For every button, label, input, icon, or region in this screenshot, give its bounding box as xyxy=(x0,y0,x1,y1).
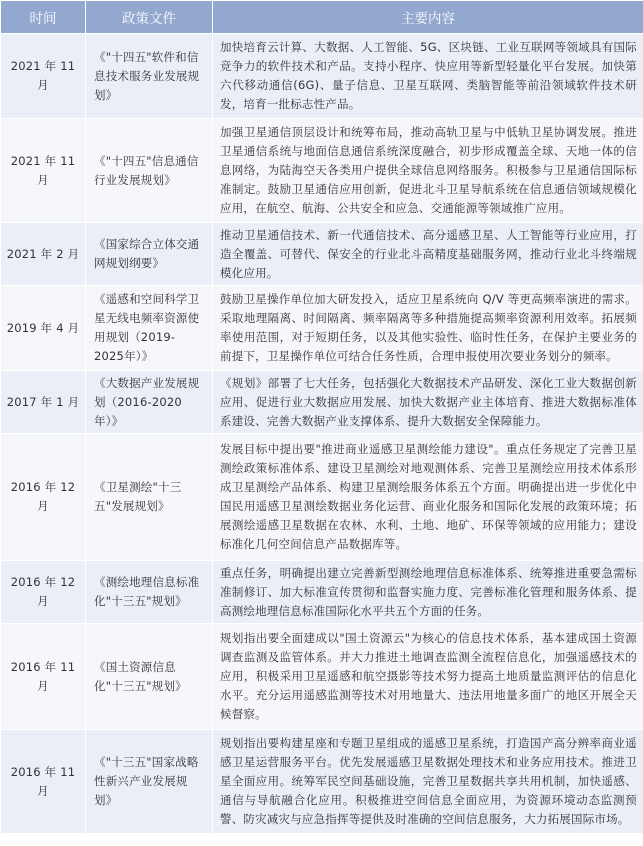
row-content: 《规划》部署了七大任务，包括强化大数据技术产品研发、深化工业大数据创新应用、促进行业大数据应用发展、加快大数据产业主体培育、推进大数据标准体系建设、完善大数据产业支撑体系、提升大数据安全保障能力。 xyxy=(213,371,643,434)
row-content: 发展目标中提出要"推进商业遥感卫星测绘能力建设"。重点任务规定了完善卫星测绘政策标准体系、建设卫星测绘对地观测体系、完善卫星测绘应用技术体系形成卫星测绘产品体系、构建卫星测绘服务体系五个方面。明确提出进一步优化中国民用遥感卫星测绘数据业务化运营、商业化服务和国际化发展的政策环境；拓展测绘遥感卫星数据在农林、水利、土地、地矿、环保等领域的应用能力；建设标准化几何空间信息产品数据库等。 xyxy=(213,434,643,561)
header-content: 主要内容 xyxy=(213,1,643,34)
row-time: 2019 年 4 月 xyxy=(1,286,86,371)
row-policy: 《卫星测绘"十三五"发展规划》 xyxy=(86,434,213,561)
table-row xyxy=(1,34,643,119)
table-row xyxy=(1,624,643,730)
row-policy: 《国土资源信息化"十三五"规划》 xyxy=(86,624,213,730)
row-time: 2016 年 11 月 xyxy=(1,624,86,730)
row-content: 重点任务，明确提出建立完善新型测绘地理信息标准体系、统筹推进重要急需标准制修订、加大标准宣传贯彻和监督实施力度、完善标准化管理和服务体系、提高测绘地理信息标准国际化水平共五个方面的任务。 xyxy=(213,561,643,624)
table-row xyxy=(1,119,643,223)
row-time: 2021 年 11 月 xyxy=(1,119,86,223)
row-policy: 《遥感和空间科学卫星无线电频率资源使用规划（2019-2025年）》 xyxy=(86,286,213,371)
header-policy: 政策文件 xyxy=(86,1,213,34)
row-content: 鼓励卫星操作单位加大研发投入，适应卫星系统向 Q/V 等更高频率演进的需求。采取地理隔离、时间隔离、频率隔离等多种措施提高频率资源利用效率。拓展频率使用范围，对于短期任务，以及其他实验性、临时性任务，在保护主要业务的前提下，卫星操作单位可结合任务性质，合理申报使用次要业务划分的频率。 xyxy=(213,286,643,371)
row-content: 规划指出要全面建成以"国土资源云"为核心的信息技术体系，基本建成国土资源调查监测及监管体系。并大力推进土地调查监测全流程信息化，加强遥感技术的应用，积极采用卫星遥感和航空摄影等技术努力提高土地质量监测评估的信息化水平。充分运用遥感监测等技术对用地量大、违法用地量多面广的地区开展全天候督察。 xyxy=(213,624,643,730)
row-time: 2017 年 1 月 xyxy=(1,371,86,434)
row-content: 推动卫星通信技术、新一代通信技术、高分遥感卫星、人工智能等行业应用，打造全覆盖、可替代、保安全的行业北斗高精度基础服务网，推动行业北斗终端规模化应用。 xyxy=(213,223,643,286)
table-row xyxy=(1,730,643,834)
row-time: 2021 年 11 月 xyxy=(1,34,86,119)
row-policy: 《"十三五"国家战略性新兴产业发展规划》 xyxy=(86,730,213,834)
header-time: 时间 xyxy=(1,1,86,34)
row-time: 2016 年 12 月 xyxy=(1,434,86,561)
table-row xyxy=(1,561,643,624)
table-row xyxy=(1,434,643,561)
row-time: 2021 年 2 月 xyxy=(1,223,86,286)
table-row xyxy=(1,286,643,371)
row-time: 2016 年 11 月 xyxy=(1,730,86,834)
row-policy: 《"十四五"信息通信行业发展规划》 xyxy=(86,119,213,223)
table-header-row xyxy=(1,1,643,34)
table-row xyxy=(1,223,643,286)
table-row xyxy=(1,371,643,434)
row-policy: 《国家综合立体交通网规划纲要》 xyxy=(86,223,213,286)
row-time: 2016 年 12 月 xyxy=(1,561,86,624)
row-policy: 《大数据产业发展规划（2016-2020 年）》 xyxy=(86,371,213,434)
row-content: 加强卫星通信顶层设计和统筹布局，推动高轨卫星与中低轨卫星协调发展。推进卫星通信系统与地面信息通信系统深度融合，初步形成覆盖全球、天地一体的信息网络，为陆海空天各类用户提供全球信息网络服务。积极参与卫星通信国际标准制定。鼓励卫星通信应用创新，促进北斗卫星导航系统在信息通信领域规模化应用，在航空、航海、公共安全和应急、交通能源等领域推广应用。 xyxy=(213,119,643,223)
row-policy: 《"十四五"软件和信息技术服务业发展规划》 xyxy=(86,34,213,119)
row-content: 加快培育云计算、大数据、人工智能、5G、区块链、工业互联网等领域具有国际竞争力的软件技术和产品。支持小程序、快应用等新型轻量化平台发展。加快第六代移动通信(6G)、量子信息、卫星互联网、类脑智能等前沿领域软件技术研发，培育一批标志性产品。 xyxy=(213,34,643,119)
row-content: 规划指出要构建星座和专题卫星组成的遥感卫星系统，打造国产高分辨率商业遥感卫星运营服务平台。优先发展遥感卫星数据处理技术和业务应用技术。推进卫星全面应用。统筹军民空间基础设施，完善卫星数据共享共用机制，加快遥感、通信与导航融合化应用。积极推进空间信息全面应用，为资源环境动态监测预警、防灾减灾与应急指挥等提供及时准确的空间信息服务，大力拓展国际市场。 xyxy=(213,730,643,834)
row-policy: 《测绘地理信息标准化"十三五"规划》 xyxy=(86,561,213,624)
